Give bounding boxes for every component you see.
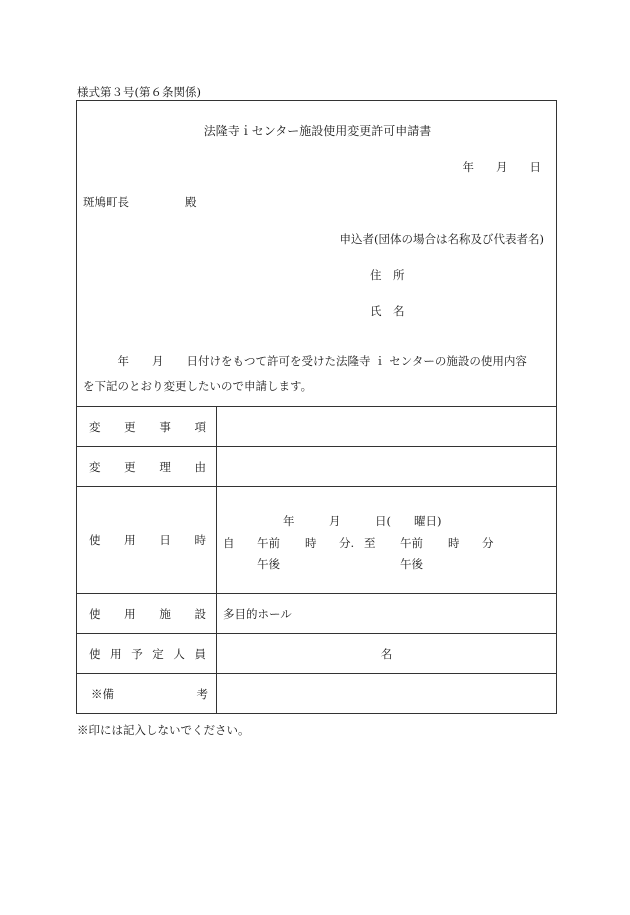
usage-to: 至 xyxy=(364,536,376,550)
row-facility xyxy=(77,594,557,634)
usage-day-weekday: 日( 曜日) xyxy=(375,514,442,528)
date-day: 日 xyxy=(529,160,541,174)
addressee xyxy=(83,194,197,210)
usage-datetime-label: 使 用 日 時 xyxy=(77,487,217,594)
applicant-label: 申込者(団体の場合は名称及び代表者名) xyxy=(339,232,544,246)
facility-label: 使 用 施 設 xyxy=(77,594,217,634)
remarks-field[interactable] xyxy=(217,674,557,714)
addressee-honorific: 殿 xyxy=(185,195,197,209)
form-number: 様式第３号(第６条関係) xyxy=(77,85,201,99)
usage-from: 自 xyxy=(223,536,235,550)
usage-am-end: 午前 xyxy=(400,536,423,550)
request-statement xyxy=(83,349,553,399)
row-remarks xyxy=(77,674,557,714)
usage-hour-start: 時 xyxy=(305,536,317,550)
change-reason-field[interactable] xyxy=(217,447,557,487)
people-unit: 名 xyxy=(380,646,393,661)
date-line xyxy=(463,159,542,175)
usage-pm-start: 午後 xyxy=(257,557,280,571)
date-year: 年 xyxy=(462,160,474,174)
usage-datetime-field[interactable] xyxy=(217,487,557,594)
footnote: ※印には記入しないでください。 xyxy=(77,723,250,737)
statement-line-1: 年 月 日付けをもつて許可を受けた法隆寺 ｉ センターの施設の使用内容 xyxy=(83,354,527,368)
address-label: 住 所 xyxy=(370,268,405,282)
name-label: 氏 名 xyxy=(370,304,405,318)
usage-pm-end: 午後 xyxy=(400,557,423,571)
usage-minute-start: 分. xyxy=(339,536,355,550)
usage-minute-end: 分 xyxy=(482,536,494,550)
row-change-reason xyxy=(77,447,557,487)
usage-am-start: 午前 xyxy=(257,536,280,550)
addressee-name: 斑鳩町長 xyxy=(83,195,129,209)
usage-month: 月 xyxy=(329,514,341,528)
expected-people-label: 使 用 予 定 人 員 xyxy=(77,634,217,674)
row-change-item xyxy=(77,407,557,447)
row-usage-datetime xyxy=(77,487,557,594)
usage-hour-end: 時 xyxy=(448,536,460,550)
date-month: 月 xyxy=(496,160,508,174)
application-form xyxy=(76,100,557,714)
change-item-field[interactable] xyxy=(217,407,557,447)
row-expected-people xyxy=(77,634,557,674)
statement-line-2: を下記のとおり変更したいので申請します。 xyxy=(83,379,313,393)
change-item-label: 変 更 事 項 xyxy=(77,407,217,447)
change-reason-label: 変 更 理 由 xyxy=(77,447,217,487)
expected-people-field[interactable] xyxy=(217,634,557,674)
remarks-label: ※備 考 xyxy=(77,674,217,714)
usage-year: 年 xyxy=(283,514,295,528)
form-title: 法隆寺ｉセンター施設使用変更許可申請書 xyxy=(203,124,432,138)
facility-field[interactable]: 多目的ホール xyxy=(217,594,557,634)
details-table xyxy=(76,406,557,714)
